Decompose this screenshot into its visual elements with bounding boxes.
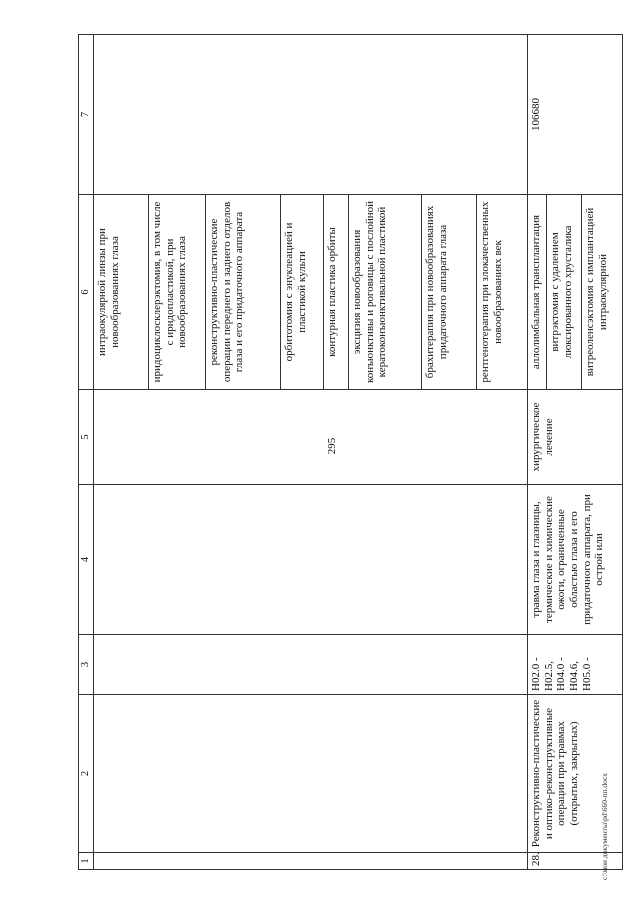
method-item: эксцизия новообразования конъюнктивы и роговицы с послойной кератоконъюнктивальной пластикой <box>349 195 422 389</box>
method-item: рентгенотерапия при злокачественных новообразованиях век <box>479 201 504 383</box>
method-item: иридоциклосклерэктомия, в том числе с иридопластикой, при новообразованиях глаза <box>149 195 206 389</box>
methods-cell <box>94 195 528 390</box>
row-number: 28. <box>528 853 623 870</box>
methods-cell <box>528 195 623 390</box>
header-col-3: 3 <box>79 635 94 695</box>
method-item: контурная пластика орбиты <box>324 195 349 389</box>
table-row-continuation <box>94 35 528 870</box>
header-col-7: 7 <box>79 35 94 195</box>
service-name: Реконструктивно-пластические и оптико-реконструктивные операции при травмах (открытых, закрытых) <box>528 695 623 853</box>
method-item: орбитотомия с энуклеацией и пластикой культи <box>281 195 324 389</box>
method-item: брахитерапия при новообразованиях придаточного аппарата глаза <box>422 195 477 389</box>
cell-empty <box>94 485 528 635</box>
header-col-5: 5 <box>79 390 94 485</box>
method-item: витреоленсэктомия с имплантацией интраокулярной <box>584 207 609 377</box>
page-number: 295 <box>326 437 338 455</box>
method-item: витрэктомия с удалением люксированного хрусталика <box>547 195 582 389</box>
method-item: аллолимбальная трансплантация <box>528 195 547 389</box>
method-item: интраокулярной линзы при новообразованиях глаза <box>94 195 149 389</box>
header-col-6: 6 <box>79 195 94 390</box>
header-col-1: 1 <box>79 853 94 870</box>
patient-model: травма глаза и глазницы, термические и химические ожоги, ограниченные областью глаза и его придаточного аппарата, при острой или <box>528 485 623 635</box>
cell-empty <box>94 635 528 695</box>
cell-empty <box>94 35 528 195</box>
icd-codes: H02.0 - H02.5, H04.0 - H04.6, H05.0 - <box>528 635 623 695</box>
cell-empty <box>94 853 528 870</box>
table-header-row <box>79 35 94 870</box>
cell-empty <box>94 695 528 853</box>
header-col-4: 4 <box>79 485 94 635</box>
footer-file-path: c:\мои документы\pd\660-пп.docx <box>600 773 609 880</box>
method-item: реконструктивно-пластические операции переднего и заднего отделов глаза и его придаточного аппарата <box>206 195 281 389</box>
cell-empty <box>94 390 528 485</box>
medical-services-table <box>78 34 623 870</box>
cost-value: 106680 <box>528 35 623 195</box>
header-col-2: 2 <box>79 695 94 853</box>
treatment-type: хирургическое лечение <box>528 390 623 485</box>
